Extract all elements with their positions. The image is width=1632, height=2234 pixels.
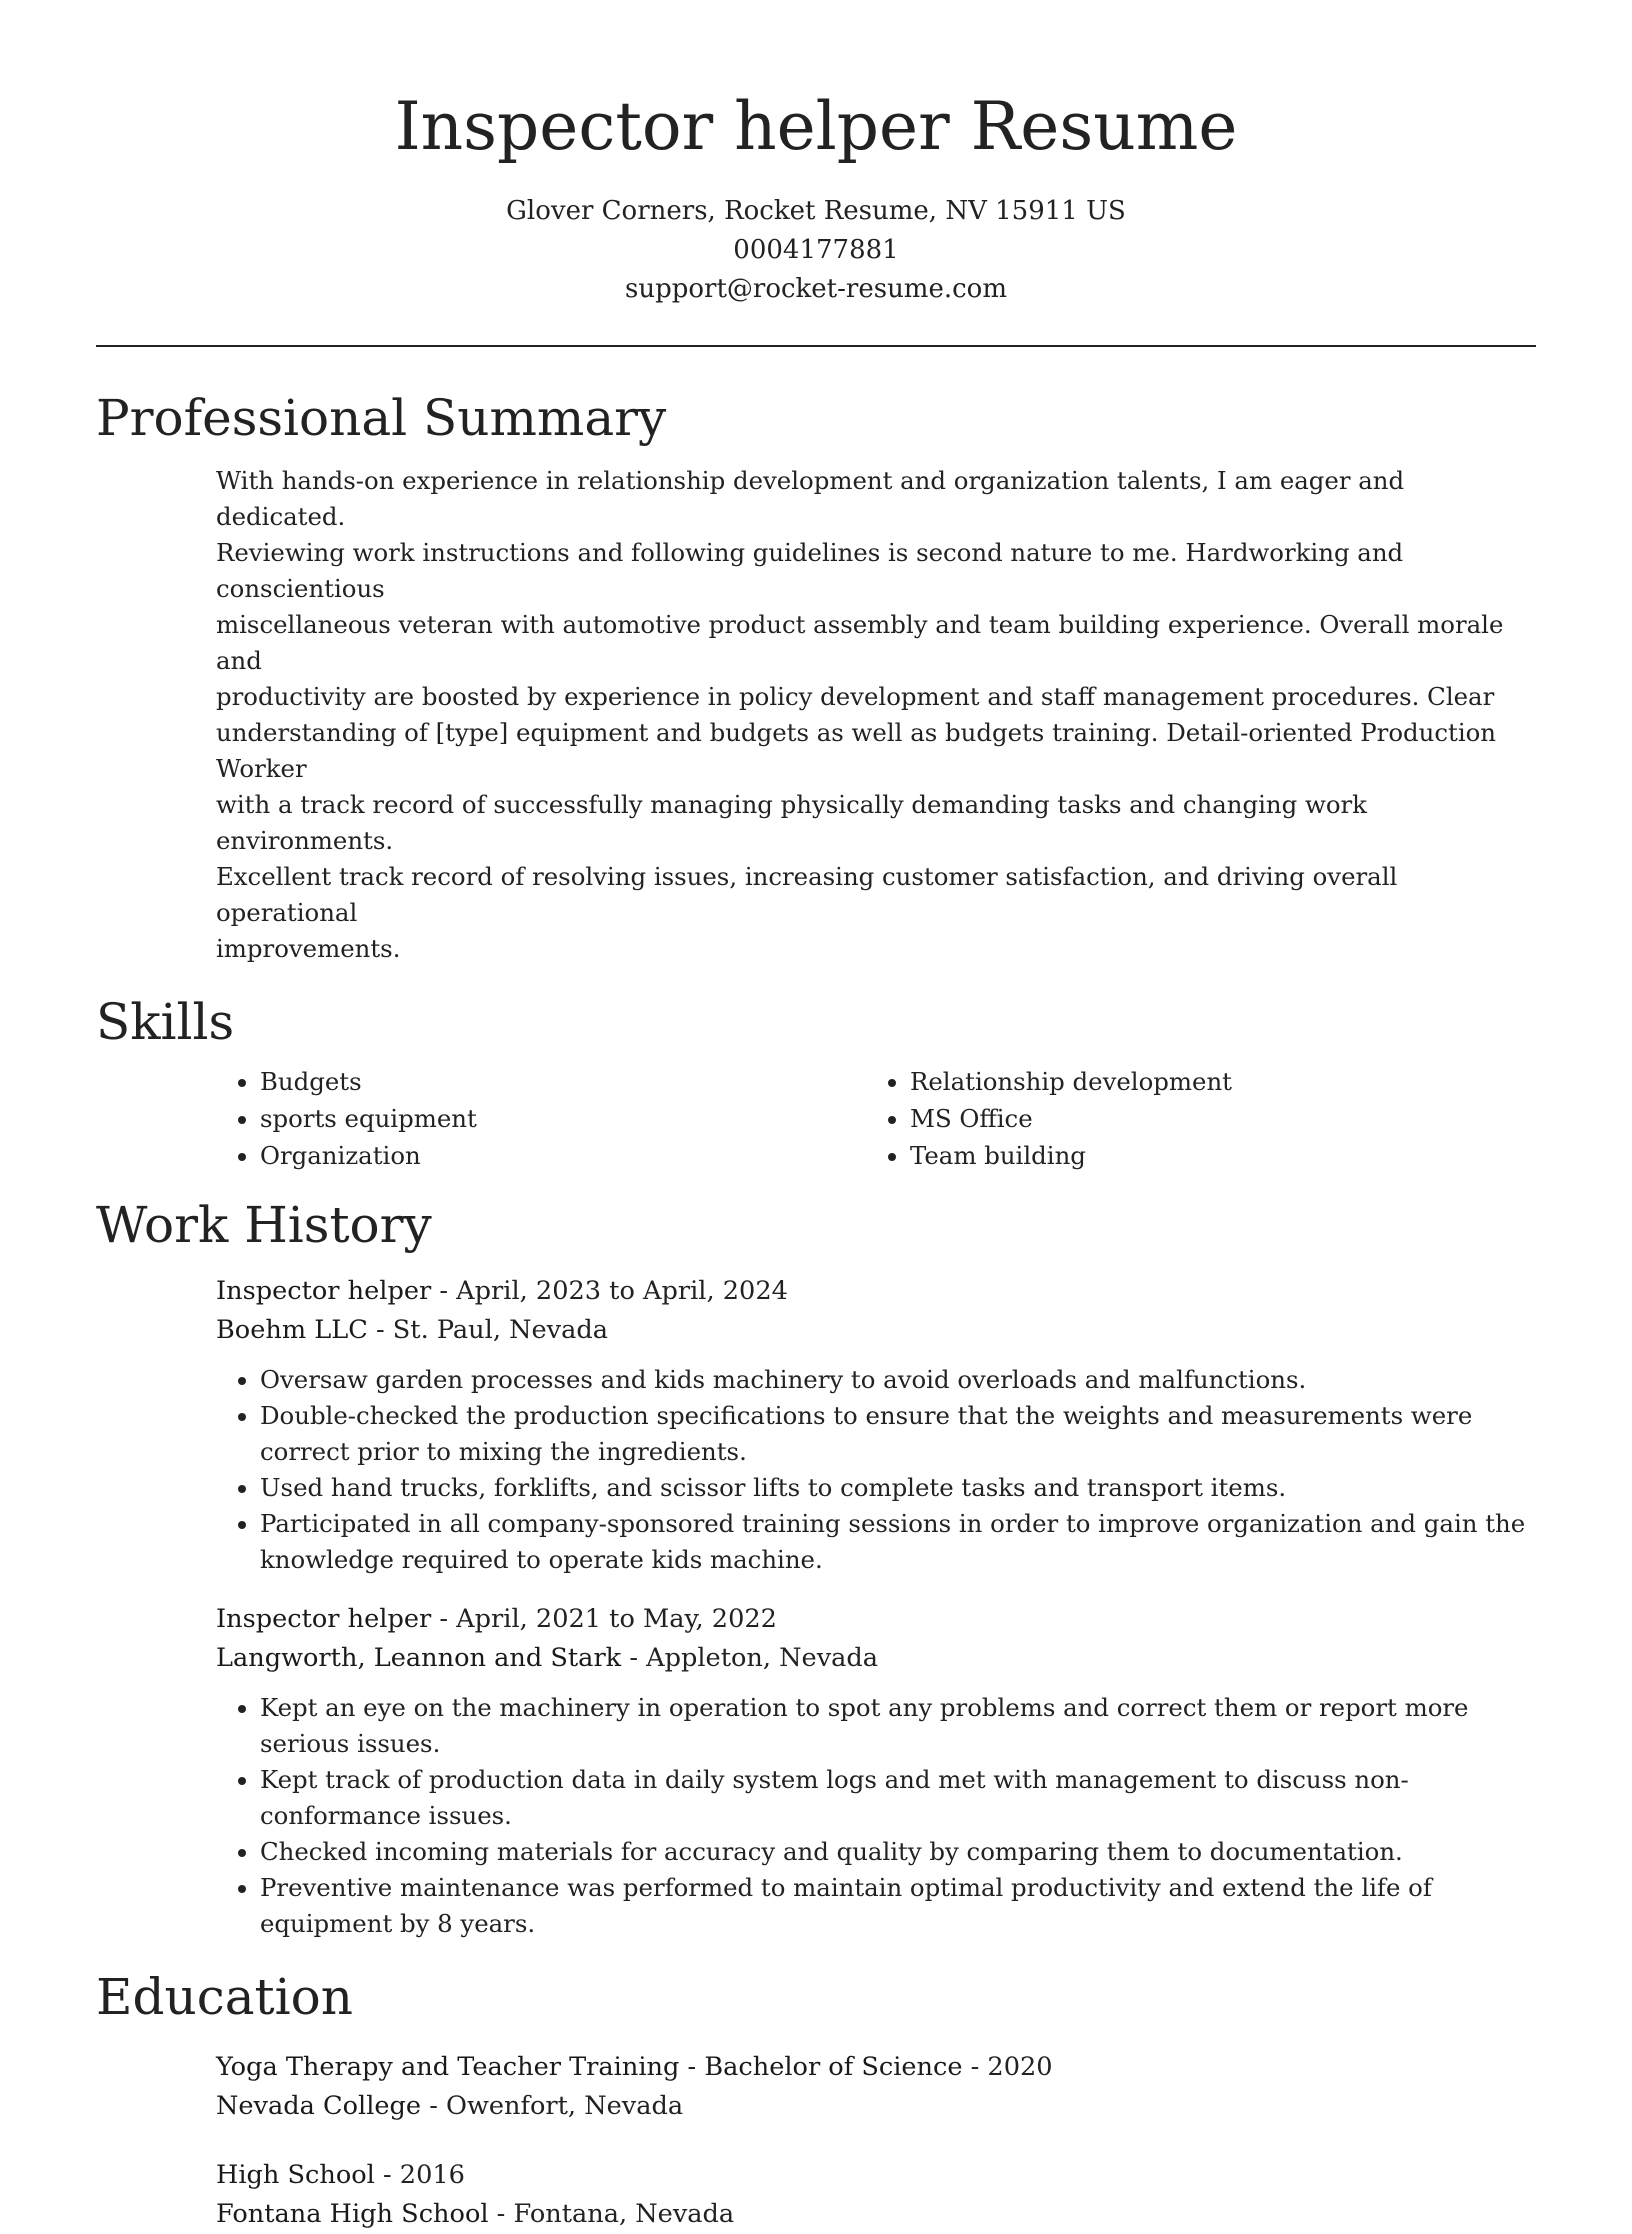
degree-name: High School [216, 2160, 375, 2190]
job-bullet: • Used hand trucks, forklifts, and scissor lifts to complete tasks and transport items. [260, 1470, 1536, 1506]
degree-line [216, 2156, 1536, 2195]
school-location: - Fontana, Nevada [488, 2199, 735, 2229]
job-title-line [216, 1272, 1536, 1311]
skills-column-right [866, 1063, 1516, 1174]
job-entry [216, 1600, 1536, 1942]
school-location: - Owenfort, Nevada [421, 2091, 684, 2121]
job-company: Boehm LLC [216, 1315, 368, 1345]
address-text: Glover Corners, Rocket Resume, NV 15911 US [506, 196, 1126, 226]
school-name: Fontana High School [216, 2199, 489, 2229]
education-section [96, 1966, 1536, 2234]
skill-item: • Team building [910, 1137, 1516, 1174]
degree-name: Yoga Therapy and Teacher Training - Bachelor of Science [216, 2052, 963, 2082]
school-line [216, 2195, 1536, 2234]
job-role: Inspector helper [216, 1276, 432, 1306]
job-company: Langworth, Leannon and Stark [216, 1643, 622, 1673]
header-divider [96, 345, 1536, 347]
skill-item: • Budgets [260, 1063, 866, 1100]
work-history-heading: Work History [96, 1196, 432, 1254]
job-dates: - April, 2021 to May, 2022 [431, 1604, 777, 1634]
contact-info [96, 192, 1536, 309]
summary-line: improvements. [216, 934, 401, 963]
summary-line: understanding of [type] equipment and budgets as well as budgets training. Detail-oriented Production Worker [216, 718, 1497, 783]
job-bullet: • Checked incoming materials for accuracy and quality by comparing them to documentation. [260, 1834, 1536, 1870]
job-role: Inspector helper [216, 1604, 432, 1634]
job-bullets [216, 1690, 1536, 1942]
skill-item: • Relationship development [910, 1063, 1516, 1100]
page-title: Inspector helper Resume [394, 88, 1238, 165]
skill-item: • MS Office [910, 1100, 1516, 1137]
skills-grid [216, 1063, 1536, 1174]
education-entry [216, 2048, 1536, 2126]
degree-line [216, 2048, 1536, 2087]
job-location: - Appleton, Nevada [621, 1643, 879, 1673]
skill-item: • sports equipment [260, 1100, 866, 1137]
job-bullet: • Double-checked the production specifications to ensure that the weights and measurements were correct prior to mixing the ingredients. [260, 1398, 1536, 1470]
skills-section [96, 991, 1536, 1174]
job-bullet: • Oversaw garden processes and kids machinery to avoid overloads and malfunctions. [260, 1362, 1536, 1398]
job-bullet: • Kept an eye on the machinery in operation to spot any problems and correct them or report more serious issues. [260, 1690, 1536, 1762]
job-entry [216, 1272, 1536, 1578]
school-name: Nevada College [216, 2091, 422, 2121]
job-bullet: • Preventive maintenance was performed to maintain optimal productivity and extend the life of equipment by 8 years. [260, 1870, 1536, 1942]
job-bullets [216, 1362, 1536, 1578]
summary-line: miscellaneous veteran with automotive product assembly and team building experience. Overall morale and [216, 610, 1504, 675]
education-entry [216, 2156, 1536, 2234]
job-title-line [216, 1600, 1536, 1639]
summary-line: With hands-on experience in relationship development and organization talents, I am eager and dedicated. [216, 466, 1405, 531]
phone-text: 0004177881 [733, 235, 899, 265]
job-bullet: • Participated in all company-sponsored training sessions in order to improve organization and gain the knowledge required to operate kids machine. [260, 1506, 1536, 1578]
skill-item: • Organization [260, 1137, 866, 1174]
education-heading: Education [96, 1968, 353, 2026]
skills-column-left [216, 1063, 866, 1174]
summary-line: productivity are boosted by experience in policy development and staff management procedures. Clear [216, 682, 1495, 711]
school-line [216, 2087, 1536, 2126]
summary-line: Excellent track record of resolving issues, increasing customer satisfaction, and driving overall operational [216, 862, 1398, 927]
job-location: - St. Paul, Nevada [367, 1315, 609, 1345]
email-link[interactable]: support@rocket-resume.com [624, 274, 1007, 304]
job-dates: - April, 2023 to April, 2024 [431, 1276, 788, 1306]
resume-header [96, 0, 1536, 309]
summary-text [216, 463, 1536, 967]
skills-heading: Skills [96, 993, 235, 1051]
summary-heading: Professional Summary [96, 389, 667, 447]
work-history-section [96, 1194, 1536, 1942]
summary-line: Reviewing work instructions and following guidelines is second nature to me. Hardworking and conscientious [216, 538, 1404, 603]
job-bullet: • Kept track of production data in daily system logs and met with management to discuss non-conformance issues. [260, 1762, 1536, 1834]
summary-section [96, 387, 1536, 967]
job-company-line [216, 1311, 1536, 1350]
degree-year: - 2016 [374, 2160, 465, 2190]
job-company-line [216, 1639, 1536, 1678]
degree-year: - 2020 [962, 2052, 1053, 2082]
summary-line: with a track record of successfully managing physically demanding tasks and changing work environments. [216, 790, 1367, 855]
